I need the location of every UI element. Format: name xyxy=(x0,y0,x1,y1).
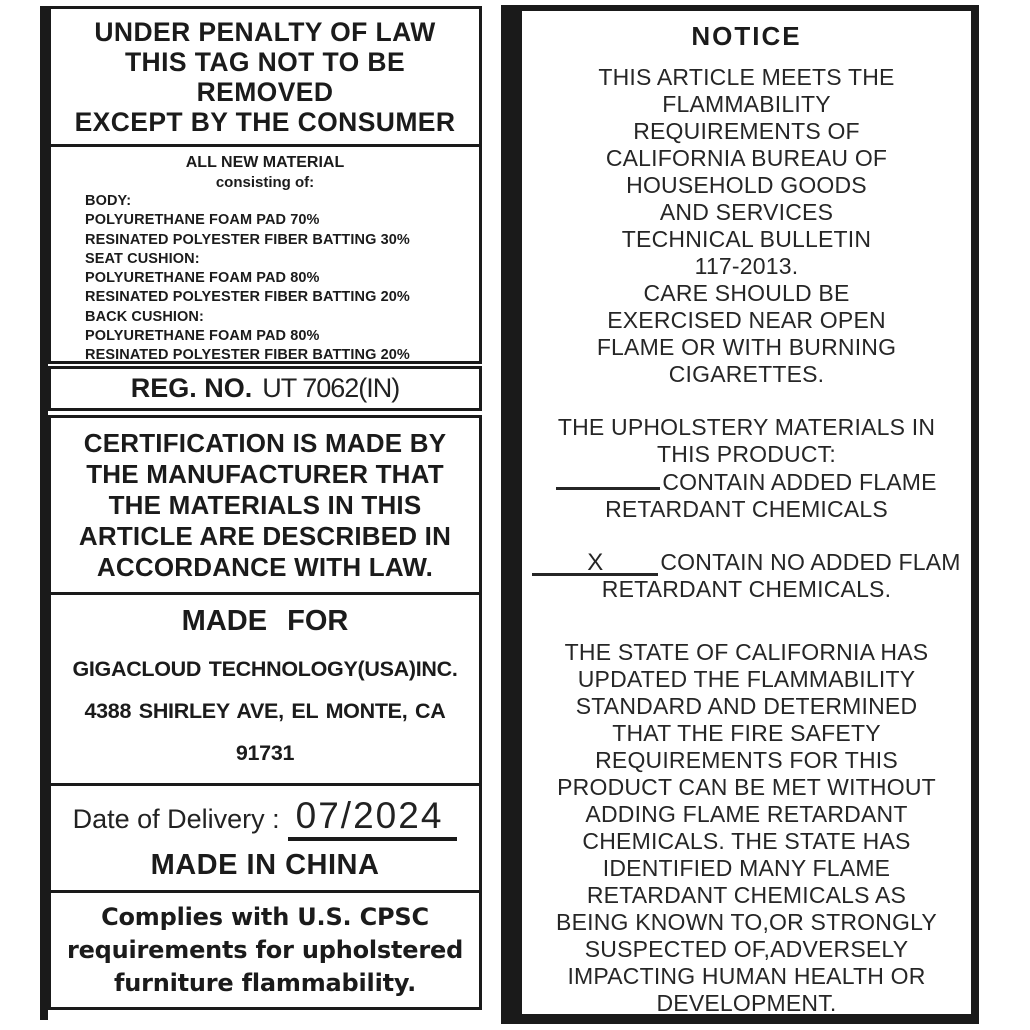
spacer xyxy=(524,603,969,639)
material-line: RESINATED POLYESTER FIBER BATTING 20% xyxy=(85,289,410,306)
notice-line: SUSPECTED OF,ADVERSELY xyxy=(584,936,909,962)
certification-line: THE MANUFACTURER THAT xyxy=(86,458,444,489)
notice-line: CIGARETTES. xyxy=(668,361,825,387)
notice-line: IMPACTING HUMAN HEALTH OR xyxy=(567,963,926,989)
notice-line: THE UPHOLSTERY MATERIALS IN xyxy=(557,414,936,440)
blank-checkline xyxy=(556,468,660,490)
penalty-line: REMOVED xyxy=(196,76,334,107)
delivery-section xyxy=(48,783,482,893)
certification-line: ARTICLE ARE DESCRIBED IN xyxy=(78,520,452,551)
notice-title: NOTICE xyxy=(691,21,802,51)
contain-none-line2: RETARDANT CHEMICALS. xyxy=(601,576,892,602)
notice-line: UPDATED THE FLAMMABILITY xyxy=(577,666,916,692)
notice-line: IDENTIFIED MANY FLAME xyxy=(602,855,891,881)
made-for-section xyxy=(48,592,482,786)
material-line: POLYURETHANE FOAM PAD 80% xyxy=(85,328,320,345)
company-address: 4388 SHIRLEY AVE, EL MONTE, CA xyxy=(84,698,446,723)
reg-no-label: REG. NO. xyxy=(130,373,253,403)
material-line: RESINATED POLYESTER FIBER BATTING 20% xyxy=(85,347,410,364)
cpsc-compliance-section xyxy=(48,890,482,1010)
cpsc-line: Complies with U.S. CPSC xyxy=(101,902,429,931)
notice-line: FLAME OR WITH BURNING xyxy=(596,334,897,360)
state-update-paragraph xyxy=(524,639,969,1017)
notice-line: AND SERVICES xyxy=(659,199,834,225)
penalty-line: UNDER PENALTY OF LAW xyxy=(94,16,436,47)
notice-line: 117-2013. xyxy=(694,253,799,279)
spacer xyxy=(524,388,969,414)
cpsc-line: requirements for upholstered xyxy=(66,935,464,964)
contain-none-text: CONTAIN NO ADDED FLAM xyxy=(660,549,961,575)
upholstery-materials-paragraph xyxy=(524,414,969,523)
delivery-date-label: Date of Delivery : xyxy=(72,803,280,834)
notice-line: BEING KNOWN TO,OR STRONGLY xyxy=(556,909,937,935)
notice-line: REQUIREMENTS OF xyxy=(633,118,860,144)
material-line: SEAT CUSHION: xyxy=(85,250,200,267)
law-tag-left xyxy=(40,6,482,1020)
spacer xyxy=(524,523,969,549)
materials-title: ALL NEW MATERIAL xyxy=(185,154,345,171)
reg-no-value: UT 7062(IN) xyxy=(262,373,400,403)
notice-line: TECHNICAL BULLETIN xyxy=(621,226,872,252)
notice-line: THAT THE FIRE SAFETY xyxy=(612,720,881,746)
penalty-section xyxy=(48,6,482,147)
delivery-date-value: 07/2024 xyxy=(288,795,458,841)
notice-line: ADDING FLAME RETARDANT xyxy=(585,801,908,827)
material-line: BACK CUSHION: xyxy=(85,308,204,325)
notice-line: RETARDANT CHEMICALS AS xyxy=(586,882,907,908)
material-line: POLYURETHANE FOAM PAD 80% xyxy=(85,270,320,287)
notice-line: THIS PRODUCT: xyxy=(657,441,836,467)
notice-line: CHEMICALS. THE STATE HAS xyxy=(582,828,911,854)
flammability-notice-label xyxy=(501,5,979,1024)
notice-line: DEVELOPMENT. xyxy=(656,990,837,1016)
penalty-line: THIS TAG NOT TO BE xyxy=(124,46,406,77)
company-name: GIGACLOUD TECHNOLOGY(USA)INC. xyxy=(72,656,458,681)
material-line: BODY: xyxy=(85,193,132,209)
certification-section xyxy=(48,415,482,595)
contain-none-paragraph xyxy=(524,549,969,603)
notice-line: FLAMMABILITY xyxy=(662,91,831,117)
made-for-title: MADE FOR xyxy=(181,604,349,637)
x-marked-checkline: X xyxy=(532,550,658,576)
materials-subtitle: consisting of: xyxy=(215,174,315,191)
cpsc-line: furniture flammability. xyxy=(113,968,417,997)
notice-line: THE STATE OF CALIFORNIA HAS xyxy=(564,639,929,665)
contain-added-line2: RETARDANT CHEMICALS xyxy=(605,496,888,522)
delivery-date-row xyxy=(51,795,479,841)
notice-line: THIS ARTICLE MEETS THE xyxy=(598,64,895,90)
certification-line: ACCORDANCE WITH LAW. xyxy=(96,551,434,582)
notice-line: EXERCISED NEAR OPEN xyxy=(607,307,886,333)
contain-none-line xyxy=(524,549,969,576)
notice-line: CARE SHOULD BE xyxy=(643,280,850,306)
made-in-china-text: MADE IN CHINA xyxy=(150,848,380,881)
notice-paragraph-1 xyxy=(524,64,969,388)
notice-line: STANDARD AND DETERMINED xyxy=(575,693,918,719)
notice-line: HOUSEHOLD GOODS xyxy=(626,172,867,198)
material-line: RESINATED POLYESTER FIBER BATTING 30% xyxy=(85,231,410,248)
contain-added-line xyxy=(524,468,969,496)
penalty-line: EXCEPT BY THE CONSUMER xyxy=(74,106,456,137)
contain-added-text: CONTAIN ADDED FLAME xyxy=(662,469,937,495)
notice-line: PRODUCT CAN BE MET WITHOUT xyxy=(557,774,936,800)
material-line: POLYURETHANE FOAM PAD 70% xyxy=(85,212,320,229)
registration-section xyxy=(48,366,482,411)
certification-line: CERTIFICATION IS MADE BY xyxy=(83,427,447,458)
materials-section xyxy=(48,144,482,364)
notice-line: REQUIREMENTS FOR THIS xyxy=(595,747,898,773)
company-zip: 91731 xyxy=(235,740,295,765)
certification-line: THE MATERIALS IN THIS xyxy=(108,489,422,520)
notice-line: CALIFORNIA BUREAU OF xyxy=(605,145,888,171)
